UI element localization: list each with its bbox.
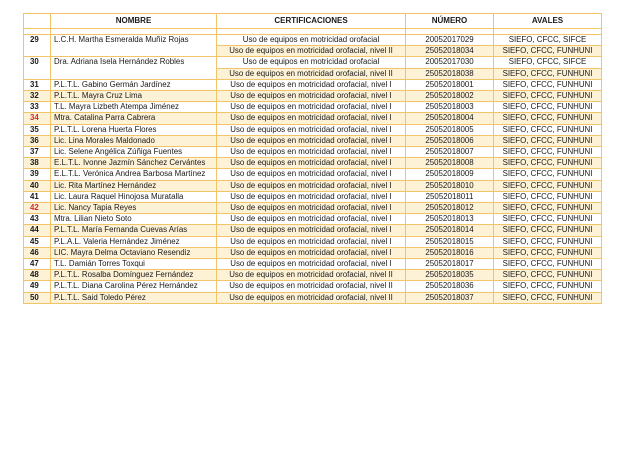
numero-cell: 25052018036 <box>406 281 494 292</box>
table-row <box>24 225 602 236</box>
header-row <box>24 14 602 29</box>
numero-cell: 25052018011 <box>406 191 494 202</box>
nombre-cell: P.L.A.L. Valeria Hernández Jiménez <box>51 236 217 247</box>
nombre-cell: E.L.T.L. Verónica Andrea Barbosa Martínez <box>51 169 217 180</box>
numero-cell: 25052018014 <box>406 225 494 236</box>
table-row <box>24 124 602 135</box>
header-certificaciones: CERTIFICACIONES <box>217 14 406 29</box>
nombre-cell: Mtra. Lilian Nieto Soto <box>51 214 217 225</box>
certifications-table <box>23 13 602 304</box>
row-number: 44 <box>24 225 51 236</box>
table-row <box>24 203 602 214</box>
row-number: 46 <box>24 247 51 258</box>
avales-cell: SIEFO, CFCC, FUNHUNI <box>494 225 602 236</box>
nombre-cell: Lic. Laura Raquel Hinojosa Muratalla <box>51 191 217 202</box>
numero-cell: 25052018015 <box>406 236 494 247</box>
nombre-cell: E.L.T.L. Ivonne Jazmín Sánchez Cervántes <box>51 158 217 169</box>
row-number: 33 <box>24 102 51 113</box>
nombre-cell: Lic. Nancy Tapia Reyes <box>51 203 217 214</box>
table-row <box>24 35 602 46</box>
numero-cell: 25052018034 <box>406 46 494 57</box>
numero-cell: 25052018037 <box>406 292 494 303</box>
numero-cell: 25052018007 <box>406 147 494 158</box>
certificacion-cell: Uso de equipos en motricidad orofacial, nivel II <box>217 46 406 57</box>
certificacion-cell: Uso de equipos en motricidad orofacial, nivel I <box>217 79 406 90</box>
avales-cell: SIEFO, CFCC, SIFCE <box>494 57 602 68</box>
avales-cell: SIEFO, CFCC, FUNHUNI <box>494 124 602 135</box>
row-number: 38 <box>24 158 51 169</box>
table-row <box>24 292 602 303</box>
certificacion-cell: Uso de equipos en motricidad orofacial, nivel I <box>217 102 406 113</box>
avales-cell: SIEFO, CFCC, FUNHUNI <box>494 259 602 270</box>
nombre-cell: P.L.T.L. María Fernanda Cuevas Arías <box>51 225 217 236</box>
avales-cell: SIEFO, CFCC, FUNHUNI <box>494 68 602 79</box>
numero-cell: 25052018016 <box>406 247 494 258</box>
table-row <box>24 270 602 281</box>
numero-cell: 20052017030 <box>406 57 494 68</box>
certificacion-cell: Uso de equipos en motricidad orofacial, nivel I <box>217 180 406 191</box>
certificacion-cell: Uso de equipos en motricidad orofacial, nivel II <box>217 68 406 79</box>
nombre-cell: P.L.T.L. Lorena Huerta Flores <box>51 124 217 135</box>
nombre-cell: Mtra. Catalina Parra Cabrera <box>51 113 217 124</box>
table-row <box>24 79 602 90</box>
numero-cell: 25052018017 <box>406 259 494 270</box>
table-row <box>24 135 602 146</box>
table-row <box>24 214 602 225</box>
certificacion-cell: Uso de equipos en motricidad orofacial <box>217 35 406 46</box>
avales-cell: SIEFO, CFCC, FUNHUNI <box>494 169 602 180</box>
avales-cell: SIEFO, CFCC, FUNHUNI <box>494 79 602 90</box>
table-row <box>24 180 602 191</box>
certificacion-cell: Uso de equipos en motricidad orofacial, nivel I <box>217 147 406 158</box>
nombre-cell: P.L.T.L. Rosalba Domínguez Fernández <box>51 270 217 281</box>
row-number: 39 <box>24 169 51 180</box>
certificacion-cell: Uso de equipos en motricidad orofacial, nivel I <box>217 135 406 146</box>
avales-cell: SIEFO, CFCC, FUNHUNI <box>494 180 602 191</box>
nombre-cell: Lic. Lina Morales Maldonado <box>51 135 217 146</box>
certificacion-cell: Uso de equipos en motricidad orofacial, nivel II <box>217 281 406 292</box>
table-row <box>24 147 602 158</box>
numero-cell: 25052018035 <box>406 270 494 281</box>
avales-cell: SIEFO, CFCC, FUNHUNI <box>494 247 602 258</box>
certificacion-cell: Uso de equipos en motricidad orofacial, nivel II <box>217 292 406 303</box>
certificacion-cell: Uso de equipos en motricidad orofacial, nivel I <box>217 158 406 169</box>
numero-cell: 25052018008 <box>406 158 494 169</box>
nombre-cell: LIC. Mayra Delma Octaviano Resendiz <box>51 247 217 258</box>
row-number: 40 <box>24 180 51 191</box>
nombre-cell: L.C.H. Martha Esmeralda Muñiz Rojas <box>51 35 217 57</box>
row-number: 30 <box>24 57 51 79</box>
avales-cell: SIEFO, CFCC, FUNHUNI <box>494 158 602 169</box>
numero-cell: 25052018005 <box>406 124 494 135</box>
nombre-cell: P.L.T.L. Mayra Cruz Lima <box>51 91 217 102</box>
table-row <box>24 169 602 180</box>
table-row <box>24 281 602 292</box>
row-number: 37 <box>24 147 51 158</box>
avales-cell: SIEFO, CFCC, FUNHUNI <box>494 214 602 225</box>
row-number: 49 <box>24 281 51 292</box>
avales-cell: SIEFO, CFCC, FUNHUNI <box>494 292 602 303</box>
certificacion-cell: Uso de equipos en motricidad orofacial, nivel II <box>217 270 406 281</box>
nombre-cell: Dra. Adriana Isela Hernández Robles <box>51 57 217 79</box>
certificacion-cell: Uso de equipos en motricidad orofacial, nivel I <box>217 203 406 214</box>
table-row <box>24 113 602 124</box>
table-row <box>24 102 602 113</box>
avales-cell: SIEFO, CFCC, FUNHUNI <box>494 102 602 113</box>
table-row <box>24 236 602 247</box>
avales-cell: SIEFO, CFCC, FUNHUNI <box>494 191 602 202</box>
nombre-cell: T.L. Mayra Lizbeth Atempa Jiménez <box>51 102 217 113</box>
table-row <box>24 191 602 202</box>
row-number: 29 <box>24 35 51 57</box>
avales-cell: SIEFO, CFCC, FUNHUNI <box>494 46 602 57</box>
avales-cell: SIEFO, CFCC, SIFCE <box>494 35 602 46</box>
row-number: 35 <box>24 124 51 135</box>
row-number: 47 <box>24 259 51 270</box>
numero-cell: 25052018002 <box>406 91 494 102</box>
certificacion-cell: Uso de equipos en motricidad orofacial, nivel I <box>217 247 406 258</box>
certificacion-cell: Uso de equipos en motricidad orofacial, nivel I <box>217 113 406 124</box>
avales-cell: SIEFO, CFCC, FUNHUNI <box>494 270 602 281</box>
table-row <box>24 91 602 102</box>
numero-cell: 20052017029 <box>406 35 494 46</box>
row-number: 34 <box>24 113 51 124</box>
table-body <box>24 35 602 304</box>
row-number: 41 <box>24 191 51 202</box>
nombre-cell: Lic. Selene Angélica Zúñiga Fuentes <box>51 147 217 158</box>
table-row <box>24 259 602 270</box>
row-number: 36 <box>24 135 51 146</box>
certificacion-cell: Uso de equipos en motricidad orofacial, nivel I <box>217 214 406 225</box>
numero-cell: 25052018013 <box>406 214 494 225</box>
avales-cell: SIEFO, CFCC, FUNHUNI <box>494 91 602 102</box>
avales-cell: SIEFO, CFCC, FUNHUNI <box>494 135 602 146</box>
avales-cell: SIEFO, CFCC, FUNHUNI <box>494 147 602 158</box>
certificacion-cell: Uso de equipos en motricidad orofacial, nivel I <box>217 191 406 202</box>
numero-cell: 25052018006 <box>406 135 494 146</box>
row-number: 31 <box>24 79 51 90</box>
nombre-cell: P.L.T.L. Said Toledo Pérez <box>51 292 217 303</box>
avales-cell: SIEFO, CFCC, FUNHUNI <box>494 113 602 124</box>
row-number: 45 <box>24 236 51 247</box>
row-number: 32 <box>24 91 51 102</box>
numero-cell: 25052018003 <box>406 102 494 113</box>
header-numero: NÚMERO <box>406 14 494 29</box>
nombre-cell: P.L.T.L. Diana Carolina Pérez Hernández <box>51 281 217 292</box>
numero-cell: 25052018010 <box>406 180 494 191</box>
header-index <box>24 14 51 29</box>
table-row <box>24 57 602 68</box>
numero-cell: 25052018004 <box>406 113 494 124</box>
nombre-cell: T.L. Damián Torres Toxqui <box>51 259 217 270</box>
avales-cell: SIEFO, CFCC, FUNHUNI <box>494 281 602 292</box>
certificacion-cell: Uso de equipos en motricidad orofacial <box>217 57 406 68</box>
numero-cell: 25052018038 <box>406 68 494 79</box>
header-avales: AVALES <box>494 14 602 29</box>
certificacion-cell: Uso de equipos en motricidad orofacial, nivel I <box>217 259 406 270</box>
certificacion-cell: Uso de equipos en motricidad orofacial, nivel I <box>217 91 406 102</box>
certificacion-cell: Uso de equipos en motricidad orofacial, nivel I <box>217 124 406 135</box>
nombre-cell: P.L.T.L. Gabino Germán Jardínez <box>51 79 217 90</box>
certificacion-cell: Uso de equipos en motricidad orofacial, nivel I <box>217 236 406 247</box>
certificacion-cell: Uso de equipos en motricidad orofacial, nivel I <box>217 225 406 236</box>
row-number: 43 <box>24 214 51 225</box>
row-number: 42 <box>24 203 51 214</box>
certificacion-cell: Uso de equipos en motricidad orofacial, nivel I <box>217 169 406 180</box>
table-row <box>24 247 602 258</box>
header-nombre: NOMBRE <box>51 14 217 29</box>
row-number: 50 <box>24 292 51 303</box>
avales-cell: SIEFO, CFCC, FUNHUNI <box>494 203 602 214</box>
row-number: 48 <box>24 270 51 281</box>
table-row <box>24 158 602 169</box>
avales-cell: SIEFO, CFCC, FUNHUNI <box>494 236 602 247</box>
nombre-cell: Lic. Rita Martínez Hernández <box>51 180 217 191</box>
certifications-table-wrapper <box>23 13 601 304</box>
numero-cell: 25052018009 <box>406 169 494 180</box>
numero-cell: 25052018001 <box>406 79 494 90</box>
numero-cell: 25052018012 <box>406 203 494 214</box>
